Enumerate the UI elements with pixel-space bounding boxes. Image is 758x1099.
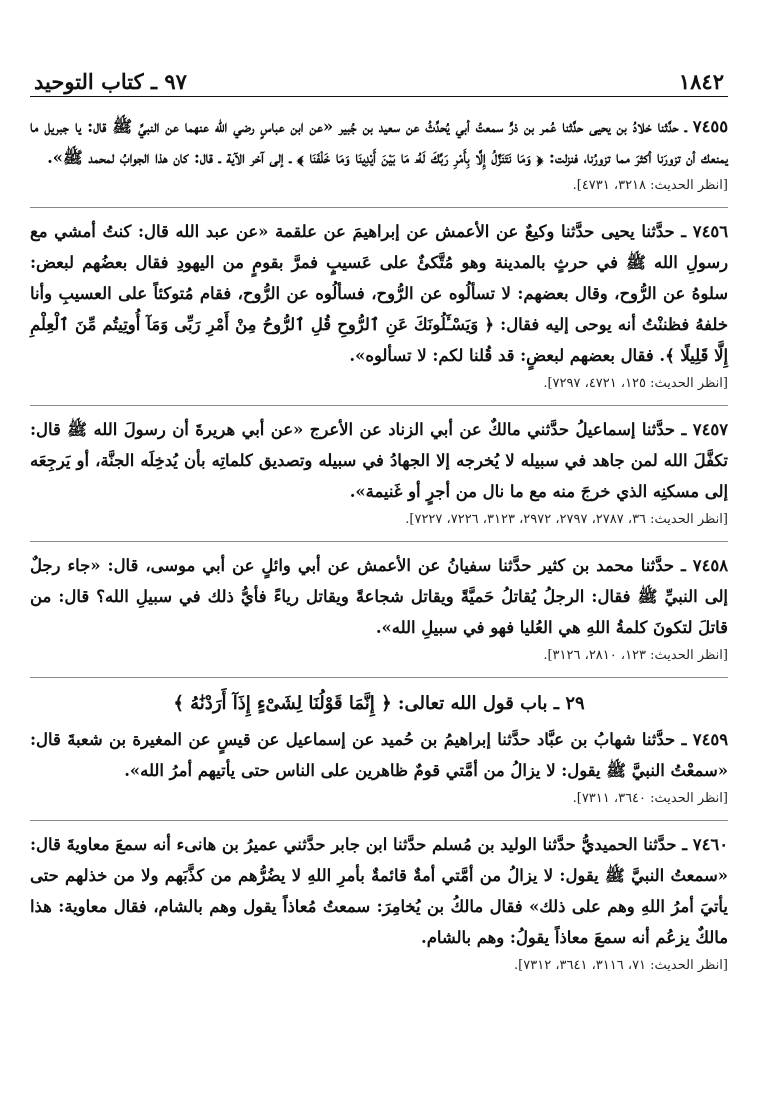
hadith-text: ٧٤٥٥ ـ حدَّثنا خلادُ بن يحيى حدَّثنا عُمر بن ذرٍّ سمعتُ أبي يُحدِّثُ عن سعيد بن جُبير «عن ابن عباسٍ رضي الله عنهما عن النبيِّ ﷺ قال: يا جبريل ما يمنعك أن تزورَنا أكثرَ مما تزورُنا، فنزلت: ﴿ وَمَا نَتَنَزَّلُ إِلَّا بِأَمْرِ رَبِّكَ لَهُۥ مَا بَيْنَ أَيْدِينَا وَمَا خَلْفَنَا ﴾ ـ إلى آخر الآية ـ قال: كان هذا الجوابُ لمحمد ﷺ». bbox=[30, 117, 728, 167]
hadith-7460 bbox=[30, 829, 728, 977]
hadith-reference: [انظر الحديث: ٣٦، ٢٧٨٧، ٢٧٩٧، ٢٩٧٢، ٣١٢٣، ٧٢٢٦، ٧٢٢٧]. bbox=[405, 512, 728, 527]
hadith-7457 bbox=[30, 414, 728, 531]
hadith-text: ٧٤٥٩ ـ حدَّثنا شهابُ بن عبَّاد حدَّثنا إبراهيمُ بن حُميد عن إسماعيل عن قيسٍ عن المغيرة بن شعبةَ قال: «سمعْتُ النبيَّ ﷺ يقول: لا يزالُ من أمَّتي قومٌ ظاهرين على الناس حتى يأتيهم أمرُ الله». bbox=[30, 730, 728, 780]
hadith-7455 bbox=[30, 111, 728, 197]
hadith-reference: [انظر الحديث: ٧١، ٣١١٦، ٣٦٤١، ٧٣١٢]. bbox=[514, 958, 728, 973]
hadith-divider bbox=[30, 405, 728, 406]
hadith-text: ٧٤٦٠ ـ حدَّثنا الحميديُّ حدَّثنا الوليد بن مُسلم حدَّثنا ابن جابر حدَّثني عميرُ بن هانىء أنه سمعَ معاويةَ قال: «سمعتُ النبيَّ ﷺ يقول: لا يزالُ من أمَّتي أمةٌ قائمةٌ بأمرِ اللهِ لا يضُرُّهم من كذَّبَهم ولا من خذلهم حتى يأتيَ أمرُ اللهِ وهم على ذلك» فقال مالكُ بن يُخامِرَ: سمعتُ مُعاذاً يقول وهم بالشام، فقال معاوية: هذا مالكٌ يزعُم أنه سمعَ معاذاً يقولُ: وهم بالشام. bbox=[30, 835, 728, 947]
hadith-text: ٧٤٥٨ ـ حدَّثنا محمد بن كثير حدَّثنا سفيانُ عن الأعمش عن أبي وائلٍ عن أبي موسى، قال: «جاء رجلٌ إلى النبيِّ ﷺ فقال: الرجلُ يُقاتلُ حَميَّةً ويقاتل شجاعةً ويقاتل رياءً فأيُّ ذلك في سبيلِ الله؟ قال: من قاتلَ لتكونَ كلمةُ اللهِ هي العُليا فهو في سبيلِ الله». bbox=[30, 556, 728, 637]
hadith-text: ٧٤٥٦ ـ حدَّثنا يحيى حدَّثنا وكيعٌ عن الأعمش عن إبراهيمَ عن علقمة «عن عبد الله قال: كنتُ أمشي مع رسولِ الله ﷺ في حرثٍ بالمدينة وهو مُتَّكئٌ على عَسيبٍ فمرَّ بقومٍ من اليهودِ فقال بعضُهم لبعض: سلوهُ عن الرُّوح، وقال بعضهم: لا تسألُوه عن الرُّوح، فسألُوه عن الرُّوح، فقام مُتوكئاً على العسيبِ وأنا خلفهُ فظننْتُ أنه يوحى إليه فقال: ﴿ وَيَسْـَٔلُونَكَ عَنِ ٱلرُّوحِ قُلِ ٱلرُّوحُ مِنْ أَمْرِ رَبِّى وَمَآ أُوتِيتُم مِّنَ ٱلْعِلْمِ إِلَّا قَلِيلًا ﴾. فقال بعضهم لبعضٍ: قد قُلنا لكم: لا تسألوه». bbox=[30, 222, 728, 365]
hadith-reference: [انظر الحديث: ٣٦٤٠، ٧٣١١]. bbox=[572, 791, 728, 806]
hadith-divider bbox=[30, 207, 728, 208]
hadith-text: ٧٤٥٧ ـ حدَّثنا إسماعيلُ حدَّثني مالكٌ عن أبي الزناد عن الأعرج «عن أبي هريرةَ أن رسولَ الله ﷺ قال: تكفَّلَ الله لمن جاهد في سبيله لا يُخرجه إلا الجهادُ في سبيله وتصديق كلماتِه بأن يُدخِلَه الجنَّة، أو يَرجِعَه إلى مسكنِه الذي خرجَ منه مع ما نال من أجرٍ أو غَنيمة». bbox=[30, 420, 728, 501]
hadith-7458 bbox=[30, 550, 728, 667]
page-number: ١٨٤٢ bbox=[678, 69, 724, 94]
book-page bbox=[30, 60, 728, 987]
hadith-7459 bbox=[30, 724, 728, 810]
book-title: ٩٧ ـ كتاب التوحيد bbox=[34, 69, 187, 94]
hadith-reference: [انظر الحديث: ١٢٣، ٢٨١٠، ٣١٢٦]. bbox=[543, 648, 728, 663]
header-divider bbox=[30, 96, 728, 97]
page-header bbox=[30, 60, 728, 96]
hadith-7456 bbox=[30, 216, 728, 395]
hadith-divider bbox=[30, 541, 728, 542]
hadith-reference: [انظر الحديث: ٣٢١٨، ٤٧٣١]. bbox=[572, 178, 728, 193]
hadith-divider bbox=[30, 820, 728, 821]
chapter-heading: ٢٩ ـ باب قول الله تعالى: ﴿ إِنَّمَا قَوْلُنَا لِشَىْءٍ إِذَآ أَرَدْنَٰهُ ﴾ bbox=[173, 693, 585, 714]
hadith-reference: [انظر الحديث: ١٢٥، ٤٧٢١، ٧٢٩٧]. bbox=[543, 376, 728, 391]
hadith-divider bbox=[30, 677, 728, 678]
